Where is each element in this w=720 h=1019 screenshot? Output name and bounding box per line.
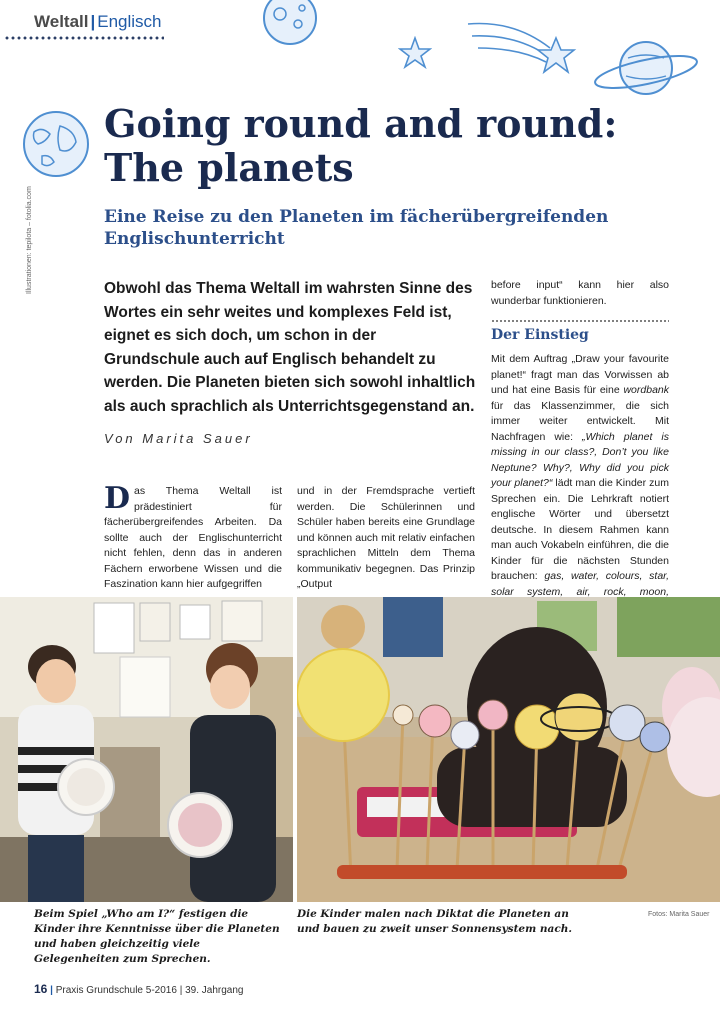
subtitle-line-1: Eine Reise zu den Planeten im fächerübergreifenden <box>104 207 609 227</box>
section-heading-einstieg: Der Einstieg <box>491 327 589 343</box>
header-separator: | <box>90 12 96 31</box>
body-column-1 <box>104 481 282 593</box>
column-2-text: und in der Fremdsprache vertieft werden. Die Schülerinnen und Schüler haben bereits eine Grundlage und können auch mit relativ einfachen sprachlichen Mitteln dem Thema kommunikativ begegnen. Das Prinzip „Output <box>297 485 475 590</box>
illustration-credit: Illustrationen: tepilota – fotolia.com <box>26 186 33 294</box>
title-line-2: The planets <box>104 145 354 190</box>
earth-doodle-icon <box>20 108 92 180</box>
caption-photo-2: Die Kinder malen nach Diktat die Planeten an und bauen zu zweit unser Sonnensystem nach. <box>297 908 572 935</box>
page-number: 16 <box>34 982 48 996</box>
dotted-rule <box>4 36 164 40</box>
column-1-text: as Thema Weltall ist prädestiniert für fächerübergreifendes Arbeiten. Da sollte auch der Englischunterricht nicht fehlen, denn das in anderen Fächern erworbene Wissen und die Faszination kann hier aufgegriffen <box>104 485 282 590</box>
section-header <box>34 12 162 32</box>
lead-paragraph: Obwohl das Thema Weltall im wahrsten Sinne des Wortes ein sehr weites und komplexes Feld ist, eignet es sich doch, um schon in der Grundschule auch auf Englisch behandelt zu werden. Die Planeten bieten sich sowohl inhaltlich als auch sprachlich als Unterrichtsgegenstand an. <box>104 280 476 415</box>
section-subject: Englisch <box>97 12 162 31</box>
volume: 39. Jahrgang <box>185 985 244 996</box>
body-column-3 <box>491 352 669 616</box>
publication-name: Praxis Grundschule 5-2016 <box>55 985 177 996</box>
footer-separator-2: | <box>179 985 183 996</box>
comet-doodle-icon <box>464 10 580 80</box>
title-line-1: Going round and round: <box>104 101 618 146</box>
subtitle-line-2: Englischunterricht <box>104 229 285 249</box>
section-name: Weltall <box>34 12 89 31</box>
col3-em-vocab: gas, water, colours, star, solar system, air, rock, moon, <box>491 570 670 598</box>
body-column-2 <box>297 484 475 593</box>
dotted-divider <box>491 320 669 322</box>
body-column-3-top <box>491 278 669 309</box>
star-doodle-icon <box>398 36 432 70</box>
col3-text-3: lädt man die Kinder zum Sprechen ein. Die Lehrkraft notiert englische Wörter und übersetzt deutsche. In diesem Rahmen kann man auch Vokabeln einführen, die die Kinder für die nächsten Stunden brauchen: <box>491 477 669 582</box>
sun-doodle-icon <box>258 0 322 50</box>
caption-photo-1: Beim Spiel „Who am I?“ festigen die Kinder ihre Kenntnisse über die Planeten und haben gleichzeitig viele Gelegenheiten zum Sprechen. <box>34 908 280 965</box>
photo-credit: Fotos: Marita Sauer <box>648 911 710 918</box>
article-title <box>104 102 664 190</box>
photo-children-game <box>0 597 293 902</box>
col3-text-1: Mit dem Auftrag „Draw your favourite planet!“ fragt man das Vorwissen ab und hat eine Basis für eine <box>491 353 669 396</box>
drop-cap: D <box>104 481 131 516</box>
col3-text-2: für das Klassenzimmer, die sich immer weiter entwickelt. Mit Nachfragen wie: <box>491 399 669 443</box>
saturn-doodle-icon <box>590 32 702 104</box>
photo-solar-system-model <box>297 597 720 902</box>
article-subtitle <box>104 206 644 250</box>
col3-em-wordbank: wordbank <box>623 384 669 396</box>
page-footer <box>34 982 243 996</box>
author-byline: Von Marita Sauer <box>104 431 253 446</box>
col3-em-questions: „Which planet is missing in our class?, Don’t you like Neptune? Why?, Why did you pick your planet?“ <box>491 430 669 489</box>
footer-separator: | <box>50 985 53 996</box>
column-3-top-text: before input“ kann hier also wunderbar funktionieren. <box>491 279 669 307</box>
